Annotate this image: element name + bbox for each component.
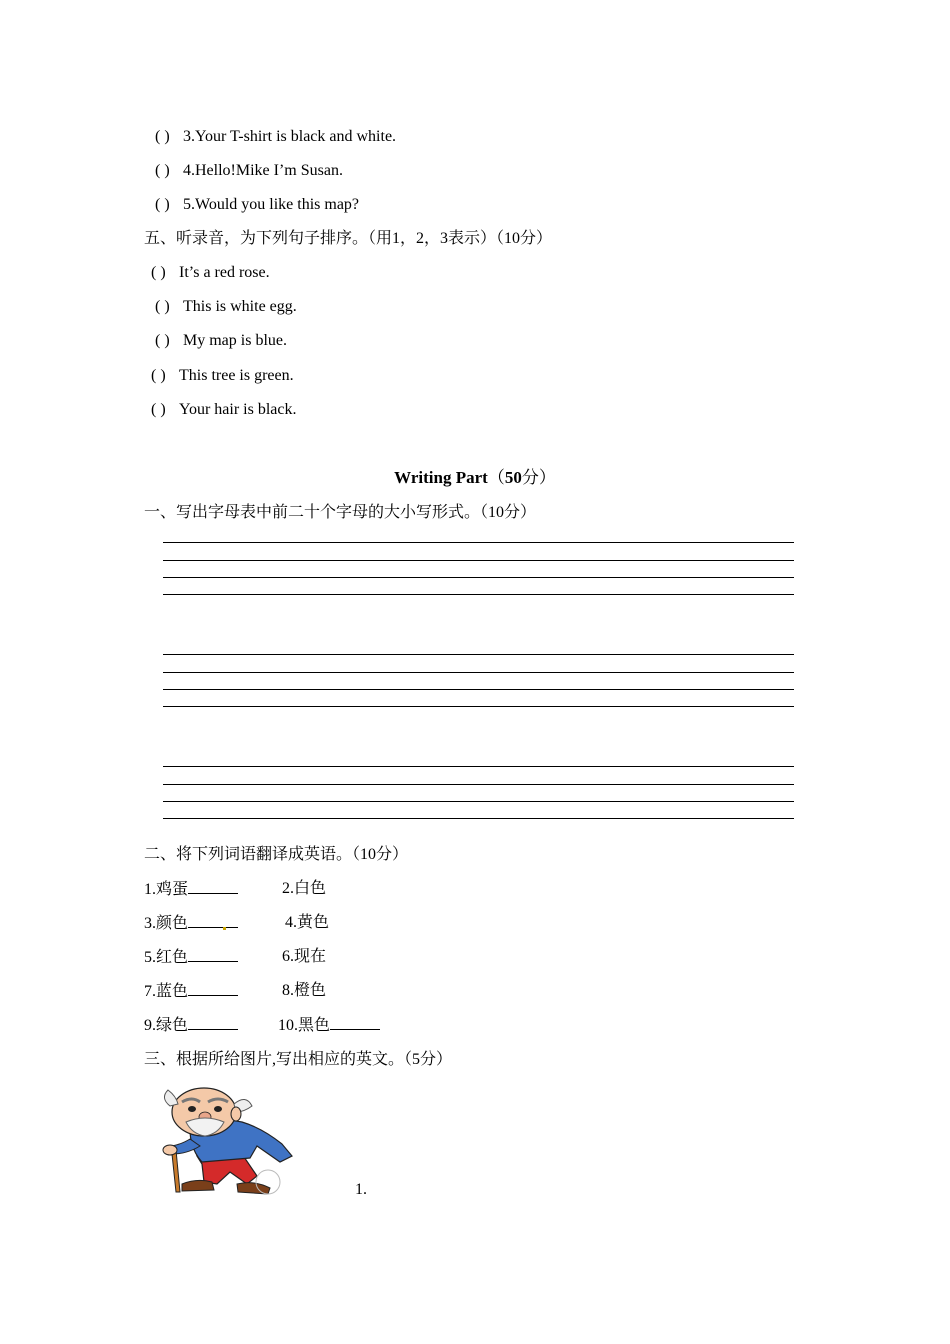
section2-heading: 二、将下列词语翻译成英语。（10分） — [144, 846, 409, 863]
answer-blank[interactable] — [188, 1015, 238, 1030]
vocab-item — [282, 947, 326, 967]
vocab-word: 2.白色 — [282, 880, 327, 897]
vocab-item — [285, 913, 329, 933]
writing-line[interactable] — [163, 706, 794, 707]
vocab-word: 9.绿色 — [144, 1017, 189, 1034]
answer-paren[interactable]: ( ) — [151, 367, 166, 384]
vocab-word: 1.鸡蛋 — [144, 881, 189, 898]
writing-line[interactable] — [163, 560, 794, 561]
section1-heading: 一、写出字母表中前二十个字母的大小写形式。（10分） — [144, 504, 537, 521]
picture-number: 1. — [355, 1181, 367, 1198]
vocab-item — [144, 1015, 238, 1036]
writing-line[interactable] — [163, 577, 794, 578]
answer-paren[interactable]: ( ) — [151, 264, 166, 281]
listening-item-5 — [155, 195, 359, 215]
writing-line[interactable] — [163, 766, 794, 767]
item-text: 3.Your T-shirt is black and white. — [183, 128, 397, 145]
writing-line[interactable] — [163, 689, 794, 690]
answer-blank[interactable] — [188, 879, 238, 894]
answer-paren[interactable]: ( ) — [155, 298, 170, 315]
vocab-word: 10.黑色 — [278, 1017, 331, 1034]
answer-blank[interactable] — [188, 947, 238, 962]
order-item — [151, 263, 270, 283]
vocab-word: 7.蓝色 — [144, 983, 189, 1000]
order-item — [155, 297, 297, 317]
vocab-word: 3.颜色 — [144, 915, 189, 932]
listening-item-3 — [155, 127, 396, 147]
vocab-item — [282, 981, 326, 1001]
answer-blank[interactable] — [330, 1015, 380, 1030]
vocab-item — [282, 879, 326, 899]
section3-heading: 三、根据所给图片,写出相应的英文。（5分） — [144, 1051, 453, 1068]
writing-line[interactable] — [163, 818, 794, 819]
item-text: This is white egg. — [183, 298, 297, 315]
vocab-item — [278, 1015, 380, 1036]
writing-part-title — [0, 468, 950, 488]
writing-line[interactable] — [163, 801, 794, 802]
item-text: This tree is green. — [179, 367, 294, 384]
order-item — [151, 366, 294, 386]
title-score: 50 — [504, 468, 522, 487]
answer-paren[interactable]: ( ) — [155, 332, 170, 349]
vocab-item — [144, 981, 238, 1002]
item-text: 5.Would you like this map? — [183, 196, 360, 213]
answer-blank[interactable] — [188, 981, 238, 996]
small-mark — [223, 927, 226, 930]
title-score-unit: 分） — [521, 468, 556, 487]
writing-line[interactable] — [163, 542, 794, 543]
item-text: 4.Hello!Mike I’m Susan. — [183, 162, 343, 179]
old-man-picture — [142, 1084, 297, 1199]
answer-blank[interactable] — [188, 913, 238, 928]
section5-heading: 五、听录音，为下列句子排序。（用1，2，3表示）（10分） — [144, 230, 553, 247]
vocab-word: 5.红色 — [144, 949, 189, 966]
writing-line[interactable] — [163, 784, 794, 785]
vocab-item — [144, 947, 238, 968]
vocab-word: 6.现在 — [282, 948, 327, 965]
item-text: It’s a red rose. — [179, 264, 270, 281]
item-text: Your hair is black. — [179, 401, 297, 418]
item-text: My map is blue. — [183, 332, 287, 349]
writing-line[interactable] — [163, 594, 794, 595]
listening-item-4 — [155, 161, 343, 181]
answer-paren[interactable]: ( ) — [155, 196, 170, 213]
answer-paren[interactable]: ( ) — [155, 162, 170, 179]
vocab-item — [144, 913, 238, 934]
vocab-item — [144, 879, 238, 900]
vocab-word: 8.橙色 — [282, 982, 327, 999]
writing-line[interactable] — [163, 654, 794, 655]
vocab-word: 4.黄色 — [285, 914, 330, 931]
answer-paren[interactable]: ( ) — [151, 401, 166, 418]
title-paren-open: （ — [487, 468, 505, 487]
order-item — [155, 331, 287, 351]
title-text: Writing Part — [394, 468, 488, 487]
answer-paren[interactable]: ( ) — [155, 128, 170, 145]
writing-line[interactable] — [163, 672, 794, 673]
order-item — [151, 400, 296, 420]
